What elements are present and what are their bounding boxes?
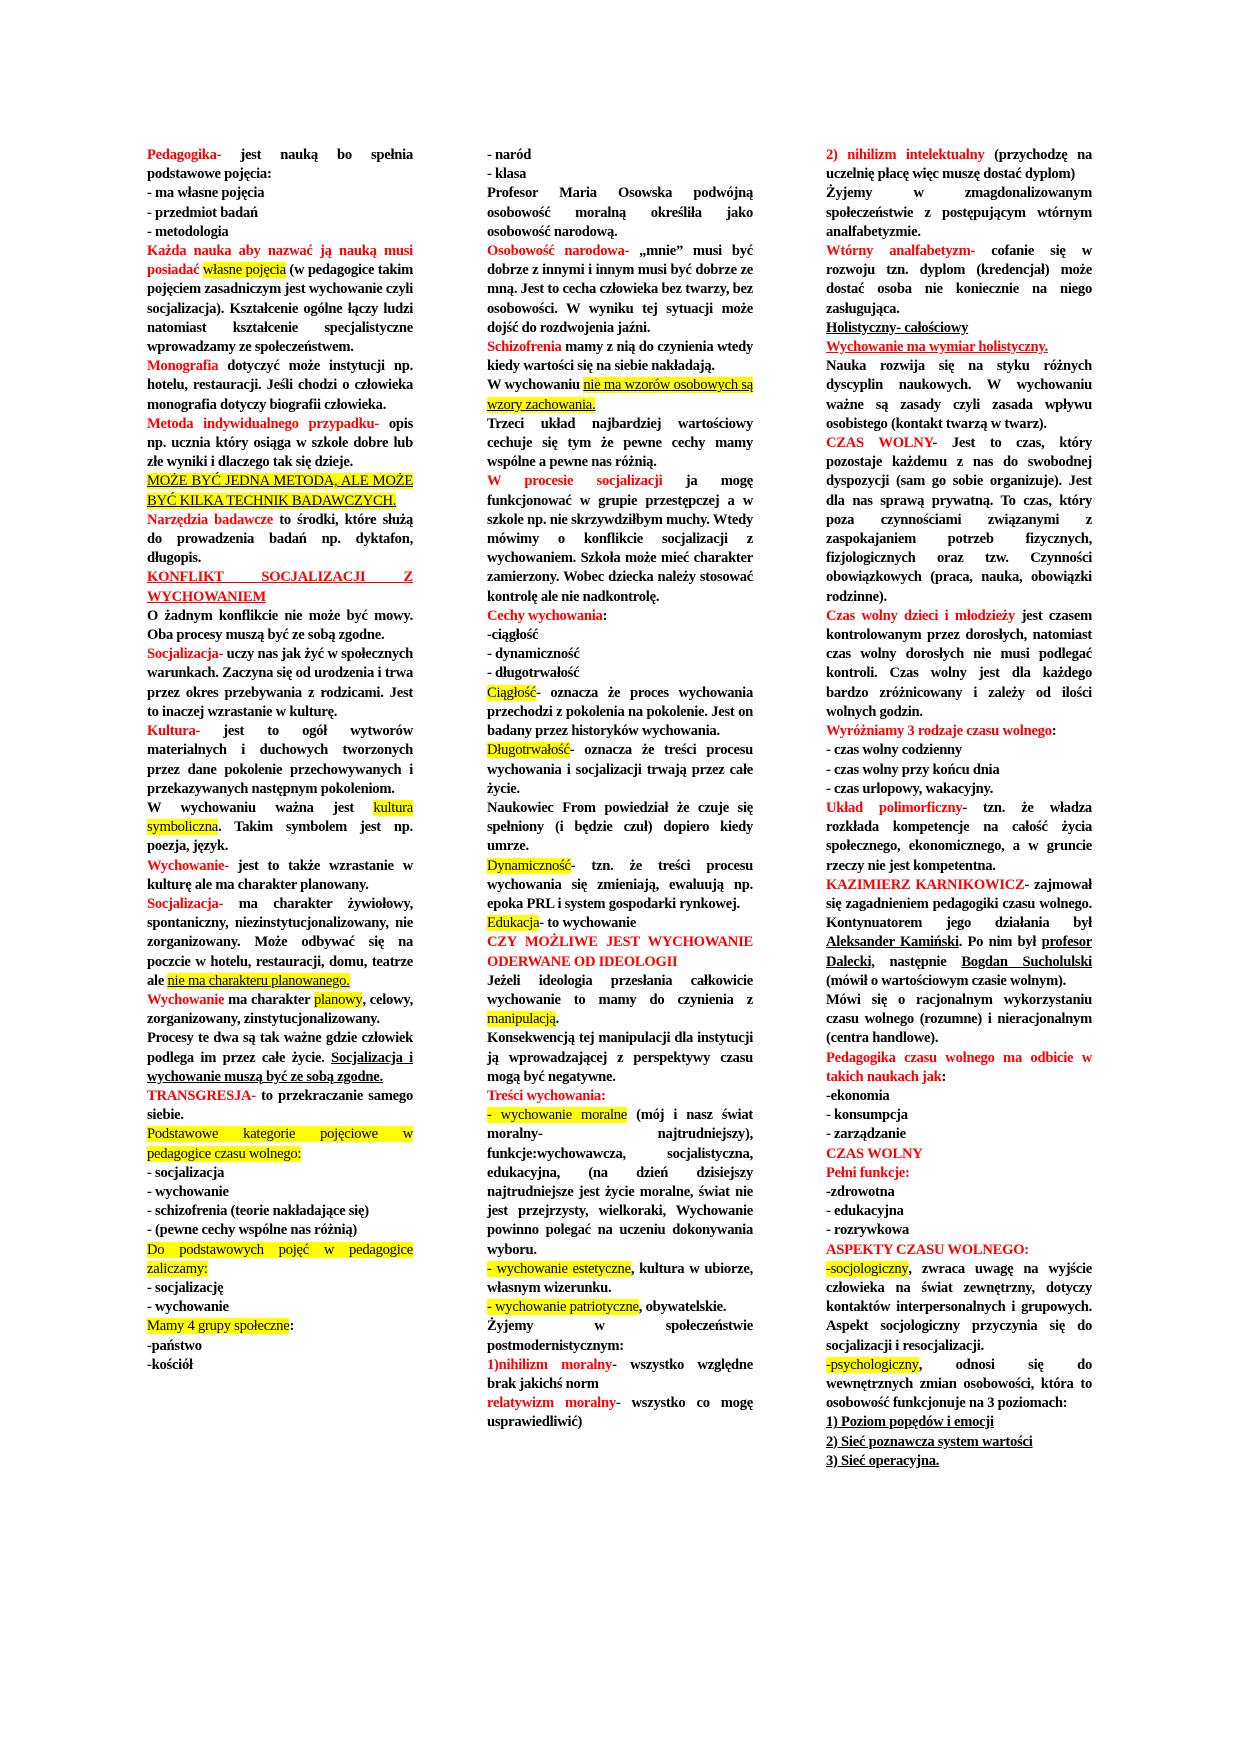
text-run: O żadnym konflikcie nie może być mowy. Oba procesy muszą być ze sobą zgodne.: [147, 607, 413, 644]
highlighted-text: Edukacja: [487, 915, 540, 932]
paragraph: [826, 1356, 1092, 1414]
paragraph: [826, 722, 1092, 741]
text-run: - edukacyjna: [826, 1203, 904, 1220]
paragraph: [826, 357, 1092, 434]
paragraph: [147, 472, 413, 510]
paragraph: [826, 146, 1092, 184]
paragraph: [147, 204, 413, 223]
term-label: Wychowanie-: [147, 857, 229, 874]
text-run: - oznacza że treści procesu wychowania i socjalizacji trwają przez całe życie.: [487, 742, 753, 797]
text-run: - (pewne cechy wspólne nas różnią): [147, 1222, 357, 1239]
text-run: Konsekwencją tej manipulacji dla instytucji ją wprowadzającej z perspektywy czasu mogą być negatywne.: [487, 1030, 753, 1085]
text-run: uczy nas jak żyć w społecznych warunkach. Zaczyna się od urodzenia i trwa przez okres przebywania z rodzicami. Jest to inaczej wzrastanie w kulturę.: [147, 646, 413, 720]
highlighted-text: własne pojęcia: [202, 262, 286, 279]
text-run: cofanie się w rozwoju tzn. dyplom (kredencjał) może dostać osoba nie koniecznie na niego zasługująca.: [826, 243, 1092, 317]
text-run: - zarządzanie: [826, 1126, 906, 1143]
text-run: - wszystko co mogę usprawiedliwić): [487, 1395, 753, 1431]
text-run: dotyczyć może instytucji np. hotelu, restauracji. Jeśli chodzi o człowieka monografia dotyczy biografii człowieka.: [147, 358, 413, 413]
highlighted-text: nie ma charakteru planowanego.: [167, 972, 350, 989]
text-run: W wychowaniu: [487, 377, 584, 394]
text-run: to przekraczanie samego siebie.: [147, 1087, 413, 1124]
paragraph: [826, 876, 1092, 991]
paragraph: [487, 645, 753, 664]
text-run: Bogdan Sucholulski: [961, 953, 1092, 970]
paragraph: [487, 165, 753, 184]
text-run: opis np. ucznia który osiąga w szkole dobre lub złe wyniki i dlaczego tak się dzieje.: [147, 415, 414, 471]
term-label: CZY MOŻLIWE JEST WYCHOWANIE ODERWANE OD IDEOLOGII: [487, 934, 753, 970]
highlighted-text: kultura symboliczna: [147, 799, 413, 836]
highlighted-text: - wychowanie patriotyczne: [487, 1299, 639, 1316]
paragraph: [147, 184, 413, 203]
text-run: - ma własne pojęcia: [147, 185, 265, 202]
text-run: - konsumpcja: [826, 1107, 908, 1124]
text-run: (mój i nasz świat moralny- najtrudniejszy), funkcje:wychowawcza, socjalistyczna, edukacyjna, (na dzień dzisiejszy najtrudniejsze jest życie moralne, świat nie jest przejrzysty, wielkoraki, Wychowanie powinno polegać na uczeniu dokonywania wyboru.: [487, 1107, 753, 1258]
paragraph: [487, 1029, 753, 1087]
paragraph: [826, 1125, 1092, 1144]
text-run: Nauka rozwija się na styku różnych dyscyplin naukowych. W wychowaniu ważne są zasady czyli zasada wpływu osobistego (kontakt twarzą w twarz).: [826, 358, 1092, 432]
text-run: - socjalizacja: [147, 1164, 225, 1181]
text-run: ma charakter: [224, 991, 314, 1008]
text-run: - tzn. że władza rozkłada kompetencje na całość życia społecznego, ekonomicznego, a w gruncie rzeczy nie jest kompetentna.: [826, 799, 1092, 874]
paragraph: [147, 895, 413, 991]
term-label: Monografia: [147, 358, 219, 375]
paragraph: [826, 184, 1092, 242]
text-run: - wszystko względne brak jakichś norm: [487, 1356, 753, 1392]
highlighted-text: nie ma wzorów osobowych są wzory zachowania.: [487, 377, 753, 413]
paragraph: [826, 338, 1092, 357]
term-label: Wychowanie ma wymiar holistyczny.: [826, 339, 1048, 356]
paragraph: [487, 1087, 753, 1106]
term-label: Każda nauka aby nazwać ją nauką musi posiadać: [147, 243, 413, 279]
text-run: - zajmował się zagadnieniem pedagogiki czasu wolnego. Kontynuatorem jego działania był: [826, 876, 1092, 932]
paragraph: [487, 607, 753, 626]
paragraph: [147, 1279, 413, 1298]
term-label: W procesie socjalizacji: [487, 473, 663, 490]
text-run: Żyjemy w zmagdonalizowanym społeczeństwie z postępującym wtórnym analfabetyzmie.: [826, 185, 1092, 240]
text-run: ja mogę funkcjonować w grupie przestępczej a w szkole np. nie skrzywdziłbym muchy. Wtedy mówimy o konflikcie socjalizacji z wychowaniem. Szkoła może mieć charakter zamierzony. Wobec dziecka należy stosować kontrolę ale nie nadkontrolę.: [487, 473, 753, 605]
text-run: -ciągłość: [487, 627, 539, 644]
paragraph: [147, 799, 413, 857]
text-run: , celowy, zorganizowany, zinstytucjonalizowany.: [147, 991, 413, 1028]
paragraph: [826, 1413, 1092, 1432]
paragraph: [147, 1337, 413, 1356]
text-run: następnie: [874, 953, 962, 970]
text-run: jest czasem kontrolowanym przez dorosłych, natomiast czas wolny dorosłych nie musi podlegać kontroli. Czas wolny jest dla każdego bardzo zróżnicowany i zależy od ilości wolnych godzin.: [826, 607, 1092, 720]
paragraph: [147, 357, 413, 415]
text-column-middle: [487, 146, 753, 1433]
text-run: Holistyczny- całościowy: [826, 319, 969, 336]
text-run: Mówi się o racjonalnym wykorzystaniu czasu wolnego (rozumne) i nieracjonalnym (centra handlowe).: [826, 991, 1092, 1047]
paragraph: [826, 1433, 1092, 1452]
paragraph: [147, 1241, 413, 1279]
text-run: Jeżeli ideologia przesłania całkowicie wychowanie to mamy do czynienia z: [487, 972, 753, 1008]
text-run: - metodologia: [147, 223, 229, 240]
text-run: Żyjemy w społeczeństwie postmodernistycznym:: [487, 1318, 753, 1354]
paragraph: [147, 1164, 413, 1183]
term-label: Kultura-: [147, 723, 201, 740]
text-run: - wychowanie: [147, 1183, 229, 1200]
paragraph: [487, 1106, 753, 1260]
text-run: - naród: [487, 147, 532, 163]
paragraph: [487, 1394, 753, 1432]
text-run: -kościół: [147, 1356, 193, 1373]
paragraph: [826, 1221, 1092, 1240]
paragraph: [826, 741, 1092, 760]
paragraph: [487, 914, 753, 933]
paragraph: [826, 761, 1092, 780]
paragraph: [147, 1356, 413, 1375]
text-run: - Jest to czas, który pozostaje każdemu z nas do swobodnej dyspozycji (sam go sobie organizuje). Jest dla nas sprawą prywatną. To czas, który poza czynnościami związanymi z zaspokajaniem potrzeb fizycznych, fizjologicznych oraz tzw. Czynności obowiązkowych (praca, nauka, obowiązki rodzinne).: [826, 435, 1092, 605]
paragraph: [487, 799, 753, 857]
text-run: - oznacza że proces wychowania przechodzi z pokolenia na pokolenie. Jest on badany przez historyków wychowania.: [487, 684, 753, 740]
text-run: - czas wolny codzienny: [826, 742, 962, 759]
text-run: - socjalizację: [147, 1279, 224, 1296]
text-run: - czas urlopowy, wakacyjny.: [826, 780, 994, 797]
paragraph: [147, 415, 413, 473]
term-label: Osobowość narodowa-: [487, 243, 630, 260]
text-run: , obywatelskie.: [638, 1299, 727, 1316]
paragraph: [826, 1183, 1092, 1202]
term-label: Układ polimorficzny: [826, 799, 963, 816]
text-run: :: [941, 1068, 947, 1085]
paragraph: [487, 857, 753, 915]
paragraph: [826, 1087, 1092, 1106]
paragraph: [487, 146, 753, 165]
text-run: - to wychowanie: [539, 915, 637, 932]
text-run: - tzn. że treści procesu wychowania się zmieniają, ewaluują np. epoka PRL i system gospodarki rynkowej.: [487, 857, 753, 912]
paragraph: [487, 376, 753, 414]
paragraph: [147, 1221, 413, 1240]
highlighted-text: -psychologiczny: [826, 1356, 919, 1373]
paragraph: [826, 242, 1092, 319]
paragraph: [487, 626, 753, 645]
text-run: .: [555, 1011, 559, 1028]
paragraph: [826, 991, 1092, 1049]
text-run: 3) Sieć operacyjna.: [826, 1452, 940, 1469]
text-run: :: [289, 1318, 295, 1335]
term-label: Treści wychowania:: [487, 1087, 606, 1104]
text-run: mamy z nią do czynienia wtedy kiedy wartości się na siebie nakładają.: [487, 339, 753, 375]
term-label: KAZIMIERZ KARNIKOWICZ: [826, 876, 1025, 893]
paragraph: [487, 184, 753, 242]
paragraph: [147, 1202, 413, 1221]
paragraph: [147, 511, 413, 569]
paragraph: [487, 684, 753, 742]
paragraph: [487, 1356, 753, 1394]
text-run: - rozrywkowa: [826, 1222, 910, 1239]
paragraph: [826, 607, 1092, 722]
text-run: :: [1051, 723, 1057, 740]
paragraph: [826, 1260, 1092, 1356]
term-label: Pedagogika-: [147, 147, 222, 163]
paragraph: [826, 1106, 1092, 1125]
term-label: 1)nihilizm moralny: [487, 1356, 613, 1373]
highlighted-text: Ciągłość: [487, 684, 537, 701]
highlighted-text: Podstawowe kategorie pojęciowe w pedagogice czasu wolnego:: [147, 1126, 413, 1162]
text-run: , kultura w ubiorze, własnym wizerunku.: [487, 1260, 753, 1296]
text-run: (w pedagogice takim pojęciem zasadniczym jest wychowanie czyli socjalizacja). Kształcenie ogólne łączy ludzi natomiast kształcenie specjalistyczne wprowadzamy ze społeczeństwem.: [147, 262, 413, 356]
highlighted-text: planowy: [313, 991, 363, 1008]
paragraph: [147, 1317, 413, 1336]
term-label: Wyróżniamy 3 rodzaje czasu wolnego: [826, 723, 1052, 740]
text-run: Naukowiec From powiedział że czuje się spełniony (i będzie czuł) dopiero kiedy umrze.: [487, 799, 753, 855]
text-run: - długotrwałość: [487, 665, 580, 682]
text-run: -ekonomia: [826, 1087, 890, 1104]
text-run: (mówił o wartościowym czasie wolnym).: [826, 972, 1067, 989]
text-run: Aleksander Kamiński: [826, 934, 959, 951]
text-run: - klasa: [487, 166, 527, 183]
text-run: (przychodzę na uczelnię płacę więc muszę dostać dyplom): [826, 147, 1092, 183]
paragraph: [487, 933, 753, 971]
text-run: - schizofrenia (teorie nakładające się): [147, 1203, 369, 1220]
paragraph: [487, 972, 753, 1030]
paragraph: [147, 645, 413, 722]
text-run: Trzeci układ najbardziej wartościowy cechuje się tym że pewne cechy mamy wspólne a pewne nas różnią.: [487, 415, 753, 471]
term-label: CZAS WOLNY: [826, 1145, 923, 1162]
paragraph: [487, 472, 753, 606]
paragraph: [826, 1452, 1092, 1471]
term-label: ASPEKTY CZASU WOLNEGO:: [826, 1241, 1029, 1258]
paragraph: [147, 1125, 413, 1163]
highlighted-text: MOŻE BYĆ JEDNA METODA, ALE MOŻE BYĆ KILKA TECHNIK BADAWCZYCH.: [147, 473, 413, 509]
term-label: Wtórny analfabetyzm-: [826, 243, 976, 260]
text-run: jest nauką bo spełnia podstawowe pojęcia:: [147, 147, 413, 183]
term-label: TRANSGRESJA-: [147, 1087, 256, 1104]
text-run: jest to także wzrastanie w kulturę ale ma charakter planowany.: [147, 857, 413, 893]
paragraph: [826, 799, 1092, 876]
highlighted-text: Do podstawowych pojęć w pedagogice zaliczamy:: [147, 1241, 413, 1277]
term-label: Schizofrenia: [487, 339, 562, 356]
paragraph: [826, 780, 1092, 799]
paragraph: [487, 338, 753, 376]
paragraph: [147, 722, 413, 799]
term-label: relatywizm moralny: [487, 1395, 616, 1412]
text-run: jest to ogół wytworów materialnych i duchowych tworzonych przez dane pokolenie przechowywanych i przekazywanych następnym pokoleniom.: [147, 723, 413, 797]
paragraph: [487, 664, 753, 683]
text-run: „mnie” musi być dobrze z innymi i innym musi być dobrze ze mną. Jest to cecha człowieka bez twarzy, bez osobowości. W wyniku tej sytuacji może dojść do rozdwojenia jaźni.: [487, 243, 753, 336]
paragraph: [487, 415, 753, 473]
highlighted-text: Mamy 4 grupy społeczne: [147, 1318, 290, 1335]
term-label: Narzędzia badawcze: [147, 511, 273, 528]
paragraph: [147, 1298, 413, 1317]
paragraph: [487, 741, 753, 799]
term-label: Pełni funkcje:: [826, 1164, 910, 1181]
text-run: profesor Dalecki,: [826, 934, 1092, 970]
paragraph: [487, 1298, 753, 1317]
text-run: ma charakter żywiołowy, spontaniczny, niezinstytucjonalizowany, nie zorganizowany. Może odbywać się na poczcie w hotelu, restauracji, domu, teatrze ale: [147, 895, 413, 989]
paragraph: [826, 1145, 1092, 1164]
text-run: - dynamiczność: [487, 646, 580, 663]
text-run: Profesor Maria Osowska podwójną osobowość moralną określiła jako osobowość narodową.: [487, 185, 753, 240]
highlighted-text: Długotrwałość: [487, 742, 570, 759]
text-run: W wychowaniu ważna jest: [147, 799, 374, 816]
term-label: Pedagogika czasu wolnego ma odbicie w takich naukach jak: [826, 1049, 1092, 1085]
paragraph: [826, 1241, 1092, 1260]
text-run: - przedmiot badań: [147, 204, 258, 221]
text-run: , odnosi się do wewnętrznych zmian osobowości, która to osobowość funkcjonuje na 3 poziomach:: [826, 1356, 1092, 1412]
paragraph: [826, 1164, 1092, 1183]
highlighted-text: manipulacją: [487, 1011, 556, 1028]
text-run: -państwo: [147, 1337, 202, 1354]
term-label: 2) nihilizm intelektualny: [826, 147, 985, 163]
term-label: Socjalizacja-: [147, 895, 224, 912]
text-run: Socjalizacja i wychowanie muszą być ze sobą zgodne.: [147, 1049, 413, 1085]
paragraph: [147, 1029, 413, 1087]
paragraph: [147, 991, 413, 1029]
highlighted-text: -socjologiczny: [826, 1260, 909, 1277]
highlighted-text: - wychowanie moralne: [487, 1107, 628, 1124]
text-column-right: [826, 146, 1092, 1471]
paragraph: [147, 146, 413, 184]
paragraph: [147, 1183, 413, 1202]
paragraph: [487, 1317, 753, 1355]
highlighted-text: Dynamiczność: [487, 857, 571, 874]
text-run: 2) Sieć poznawcza system wartości: [826, 1433, 1033, 1450]
text-run: :: [602, 607, 608, 624]
text-run: - czas wolny przy końcu dnia: [826, 761, 1000, 778]
term-label: Czas wolny dzieci i młodzieży: [826, 607, 1016, 624]
text-run: . Takim symbolem jest np. poezja, język.: [147, 819, 413, 855]
paragraph: [147, 242, 413, 357]
text-column-left: [147, 146, 413, 1375]
paragraph: [487, 1260, 753, 1298]
paragraph: [147, 607, 413, 645]
text-run: . Po nim był: [958, 934, 1042, 951]
paragraph: [147, 857, 413, 895]
paragraph: [826, 1202, 1092, 1221]
term-label: KONFLIKT SOCJALIZACJI Z WYCHOWANIEM: [147, 569, 413, 605]
term-label: CZAS WOLNY: [826, 435, 933, 452]
paragraph: [487, 242, 753, 338]
paragraph: [826, 319, 1092, 338]
term-label: Cechy wychowania: [487, 607, 603, 624]
text-run: - wychowanie: [147, 1299, 229, 1316]
term-label: Metoda indywidualnego przypadku-: [147, 415, 379, 432]
paragraph: [147, 223, 413, 242]
highlighted-text: - wychowanie estetyczne: [487, 1260, 631, 1277]
paragraph: [147, 568, 413, 606]
text-run: , zwraca uwagę na wyjście człowieka na świat zewnętrzny, dotyczy kontaktów interpersonalnych i grupowych. Aspekt socjologiczny przyczynia się do socjalizacji i resocjalizacji.: [826, 1260, 1092, 1354]
text-run: -zdrowotna: [826, 1183, 895, 1200]
term-label: Wychowanie: [147, 991, 225, 1008]
text-run: Procesy te dwa są tak ważne gdzie człowiek podlega im przez całe życie.: [147, 1030, 413, 1066]
text-run: 1) Poziom popędów i emocji: [826, 1414, 994, 1431]
paragraph: [147, 1087, 413, 1125]
text-run: to środki, które służą do prowadzenia badań np. dyktafon, długopis.: [147, 511, 413, 567]
term-label: Socjalizacja-: [147, 646, 224, 663]
paragraph: [826, 434, 1092, 607]
paragraph: [826, 1049, 1092, 1087]
